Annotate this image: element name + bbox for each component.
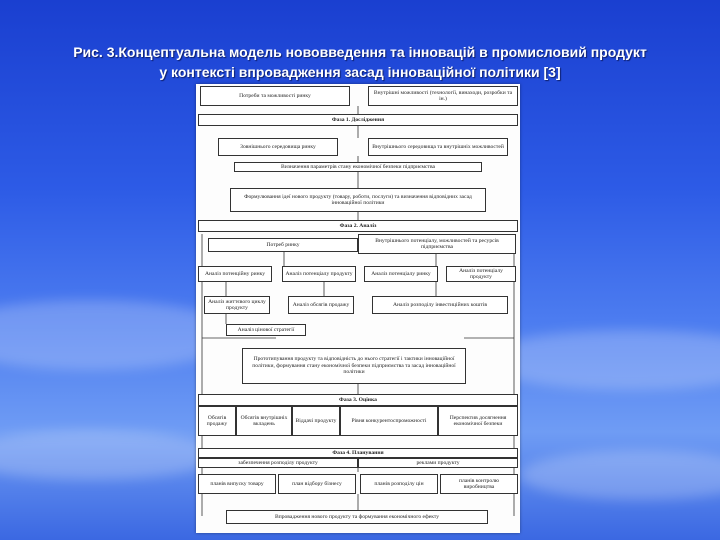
analysis-box-4: Аналіз потенціалу продукту [446, 266, 516, 282]
market-needs-box: Потреби та можливості ринку [200, 86, 350, 106]
market-needs-analysis-box: Потреб ринку [208, 238, 358, 252]
internal-capabilities-box: Внутрішні можливості (технології, винаходи, розробки та ін.) [368, 86, 518, 106]
lifecycle-analysis-box: Аналіз життєвого циклу продукту [204, 296, 270, 314]
analysis-box-2: Аналіз потенціалу продукту [282, 266, 356, 282]
plan-box-1: планів випуску товару [198, 474, 276, 494]
sales-volume-analysis-box: Аналіз обсягів продажу [288, 296, 354, 314]
eval-sales-box: Обсягів продажу [198, 406, 236, 436]
eval-investments-box: Обсягів внутрішніх вкладень [236, 406, 292, 436]
price-strategy-box: Аналіз цінової стратегії [226, 324, 306, 336]
eval-competitiveness-box: Рівня конкурентоспроможності [340, 406, 438, 436]
phase-3-header: Фаза 3. Оцінка [198, 394, 518, 406]
analysis-box-3: Аналіз потенціалу ринку [364, 266, 438, 282]
internal-potential-box: Внутрішнього потенціалу, можливостей та ресурсів підприємства [358, 234, 516, 254]
slide-title [10, 42, 710, 82]
product-idea-box: Формулювання ідеї нового продукту (товару, роботи, послуги) та визначення відповідних засад інноваційної політики [230, 188, 486, 212]
title-line-2: у контексті впровадження засад інноваційної політики [3] [159, 64, 561, 80]
analysis-box-1: Аналіз потенційну ринку [198, 266, 272, 282]
eval-return-box: Віддачі продукту [292, 406, 340, 436]
background-cloud [0, 430, 220, 480]
implementation-box: Впровадження нового продукту та формування економічного ефекту [226, 510, 488, 524]
phase-1-header: Фаза 1. Дослідження [198, 114, 518, 126]
prototyping-box: Прототипування продукту та відповідність до нього стратегії і тактики інноваційної політики, формування стану економічної безпеки підприємства та засад інноваційної політики [242, 348, 466, 384]
external-environment-box: Зовнішнього середовища ринку [218, 138, 338, 156]
eval-security-box: Перспектив досягнення економічної безпеки [438, 406, 518, 436]
internal-environment-box: Внутрішнього середовища та внутрішніх можливостей [368, 138, 508, 156]
background-cloud [520, 450, 720, 500]
phase-4-header: Фаза 4. Планування [198, 448, 518, 458]
title-line-1: Рис. 3.Концептуальна модель нововведення та інновацій в промисловий продукт [73, 44, 647, 60]
phase-2-header: Фаза 2. Аналіз [198, 220, 518, 232]
diagram-sheet [196, 84, 520, 533]
plan-box-4: планів контролю виробництва [440, 474, 518, 494]
plan-box-2: план відбору бізнесу [278, 474, 356, 494]
plan-box-3: планів розподілу цін [360, 474, 438, 494]
distribution-box: забезпечення розподілу продукту [198, 458, 358, 468]
security-parameters-box: Визначення параметрів стану економічної безпеки підприємства [234, 162, 482, 172]
advertising-box: реклами продукту [358, 458, 518, 468]
investment-analysis-box: Аналіз розподілу інвестиційних коштів [372, 296, 508, 314]
